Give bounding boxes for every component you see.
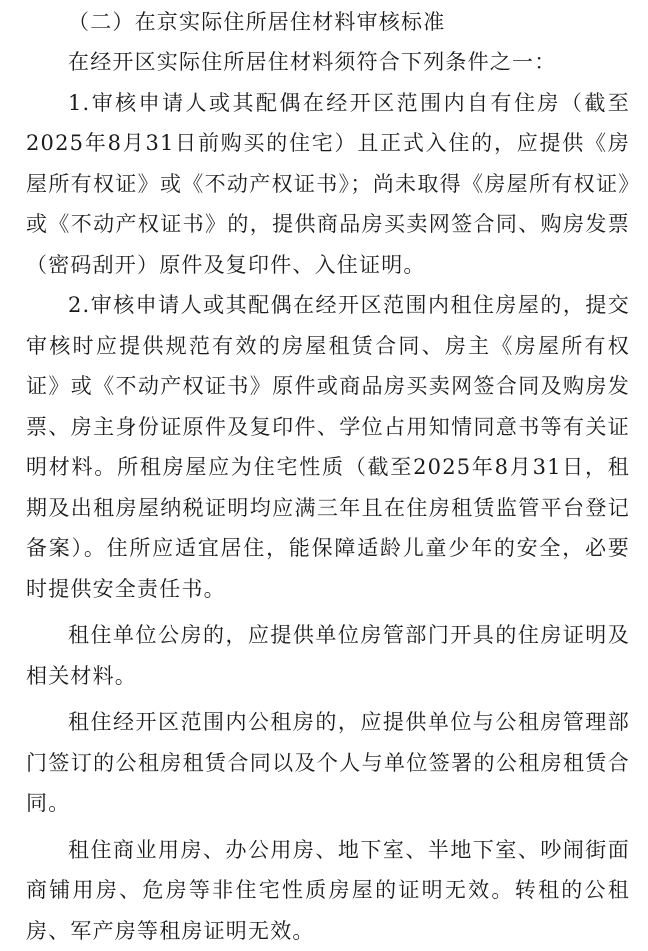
public-housing-note: 租住单位公房的，应提供单位房管部门开具的住房证明及相关材料。	[26, 615, 630, 696]
item-2-paragraph: 2.审核申请人或其配偶在经开区范围内租住房屋的，提交审核时应提供规范有效的房屋租赁合同、房主《房屋所有权证》或《不动产权证书》原件或商品房买卖网签合同及购房发票、房主身份证原件及复印件、学位占用知情同意书等有关证明材料。所租房屋应为住宅性质（截至2025年8月31日，租期及出租房屋纳税证明均应满三年且在住房租赁监管平台登记备案）。住所应适宜居住，能保障适龄儿童少年的安全，必要时提供安全责任书。	[26, 285, 630, 609]
item-1-paragraph: 1.审核申请人或其配偶在经开区范围内自有住房（截至2025年8月31日前购买的住宅）且正式入住的，应提供《房屋所有权证》或《不动产权证书》；尚未取得《房屋所有权证》或《不动产权证书》的，提供商品房买卖网签合同、购房发票（密码刮开）原件及复印件、入住证明。	[26, 83, 630, 286]
public-rental-note: 租住经开区范围内公租房的，应提供单位与公租房管理部门签订的公租房租赁合同以及个人与单位签署的公租房租赁合同。	[26, 702, 630, 824]
intro-paragraph: 在经开区实际住所居住材料须符合下列条件之一：	[26, 42, 630, 83]
section-heading: （二）在京实际住所居住材料审核标准	[26, 2, 630, 42]
invalid-proof-note: 租住商业用房、办公用房、地下室、半地下室、吵闹街面商铺用房、危房等非住宅性质房屋的证明无效。转租的公租房、军产房等租房证明无效。	[26, 830, 630, 951]
